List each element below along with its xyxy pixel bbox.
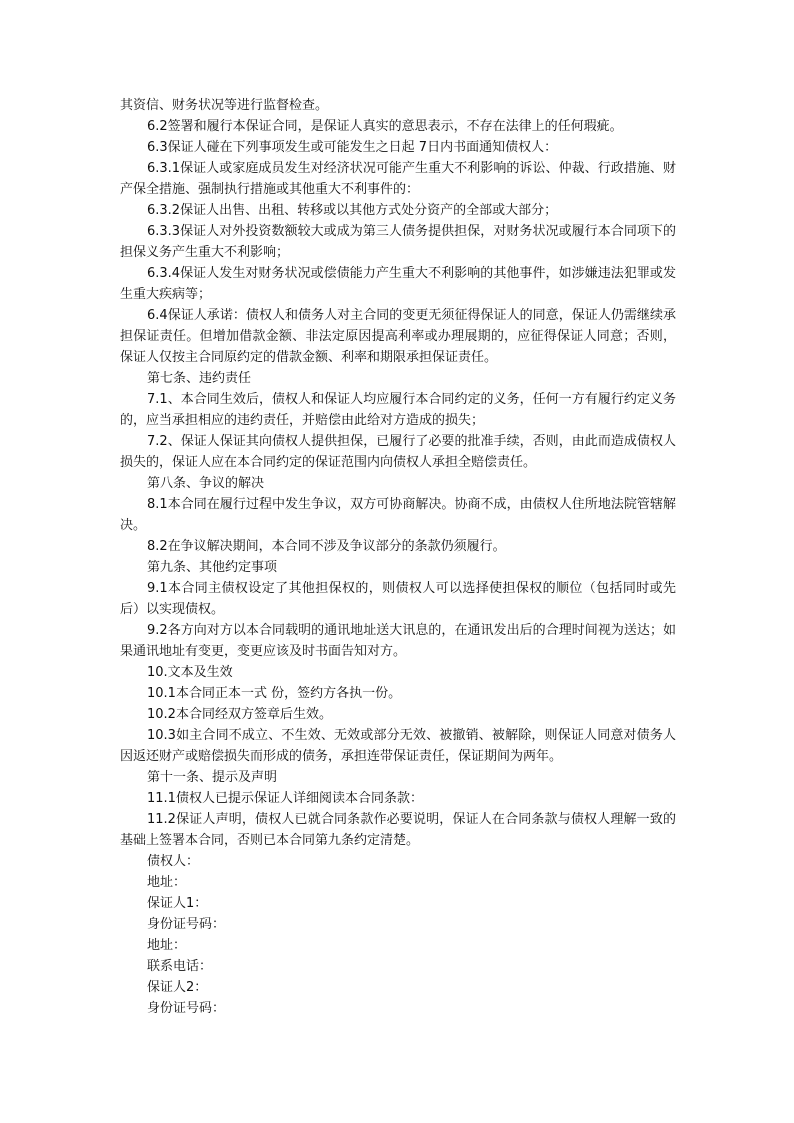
- signature-field-id-number: 身份证号码：: [147, 1001, 226, 1016]
- paragraph: 11.1债权人已提示保证人详细阅读本合同条款：: [147, 791, 423, 806]
- section-heading: 10.文本及生效: [147, 665, 233, 680]
- signature-field-phone: 联系电话：: [147, 959, 213, 974]
- paragraph: 6.3.3保证人对外投资数额较大或成为第三人债务提供担保，对财务状况或履行本合同项下的担保义务产生重大不利影响；: [120, 224, 676, 260]
- paragraph: 8.1本合同在履行过程中发生争议，双方可协商解决。协商不成，由债权人住所地法院管辖解决。: [120, 497, 676, 533]
- paragraph: 6.4保证人承诺：债权人和债务人对主合同的变更无须征得保证人的同意，保证人仍需继续承担保证责任。但增加借款金额、非法定原因提高利率或办理展期的，应征得保证人同意；否则，保证人仅按主合同原约定的借款金额、利率和期限承担保证责任。: [120, 308, 676, 365]
- paragraph: 7.1、本合同生效后，债权人和保证人均应履行本合同约定的义务，任何一方有履行约定义务的，应当承担相应的违约责任，并赔偿由此给对方造成的损失；: [120, 392, 676, 428]
- signature-field-guarantor-2: 保证人2：: [147, 980, 208, 995]
- paragraph: 9.2各方向对方以本合同载明的通讯地址送大讯息的，在通讯发出后的合理时间视为送达；如果通讯地址有变更，变更应该及时书面告知对方。: [120, 623, 676, 659]
- paragraph: 其资信、财务状况等进行监督检查。: [120, 98, 329, 113]
- paragraph: 6.3.1保证人或家庭成员发生对经济状况可能产生重大不利影响的诉讼、仲裁、行政措施、财产保全措施、强制执行措施或其他重大不利事件的：: [120, 161, 676, 197]
- paragraph: 9.1本合同主债权设定了其他担保权的，则债权人可以选择使担保权的顺位（包括同时或先后）以实现债权。: [120, 581, 676, 617]
- document-body: [120, 95, 676, 1019]
- paragraph: 6.2签署和履行本保证合同，是保证人真实的意思表示，不存在法律上的任何瑕疵。: [147, 119, 623, 134]
- paragraph: 7.2、保证人保证其向债权人提供担保，已履行了必要的批准手续，否则，由此而造成债权人损失的，保证人应在本合同约定的保证范围内向债权人承担全赔偿责任。: [120, 434, 676, 470]
- paragraph: 6.3保证人碰在下列事项发生或可能发生之日起 7日内书面通知债权人：: [147, 140, 558, 155]
- signature-field-id-number: 身份证号码：: [147, 917, 226, 932]
- section-heading: 第八条、争议的解决: [147, 476, 265, 491]
- signature-field-address: 地址：: [147, 938, 187, 953]
- signature-field-guarantor-1: 保证人1：: [147, 896, 208, 911]
- section-heading: 第十一条、提示及声明: [147, 770, 278, 785]
- signature-field-address: 地址：: [147, 875, 187, 890]
- paragraph: 10.2本合同经双方签章后生效。: [147, 707, 332, 722]
- paragraph: 11.2保证人声明，债权人已就合同条款作必要说明，保证人在合同条款与债权人理解一致的基础上签署本合同，否则已本合同第九条约定清楚。: [120, 812, 676, 848]
- paragraph: 6.3.4保证人发生对财务状况或偿债能力产生重大不利影响的其他事件，如涉嫌违法犯罪或发生重大疾病等；: [120, 266, 676, 302]
- section-heading: 第九条、其他约定事项: [147, 560, 278, 575]
- signature-field-creditor: 债权人：: [147, 854, 200, 869]
- paragraph: 6.3.2保证人出售、出租、转移或以其他方式处分资产的全部或大部分；: [147, 203, 558, 218]
- paragraph: 10.1本合同正本一式 份，签约方各执一份。: [147, 686, 402, 701]
- paragraph: 8.2在争议解决期间，本合同不涉及争议部分的条款仍须履行。: [147, 539, 506, 554]
- section-heading: 第七条、违约责任: [147, 371, 252, 386]
- paragraph: 10.3如主合同不成立、不生效、无效或部分无效、被撤销、被解除，则保证人同意对债务人因返还财产或赔偿损失而形成的债务，承担连带保证责任，保证期间为两年。: [120, 728, 676, 764]
